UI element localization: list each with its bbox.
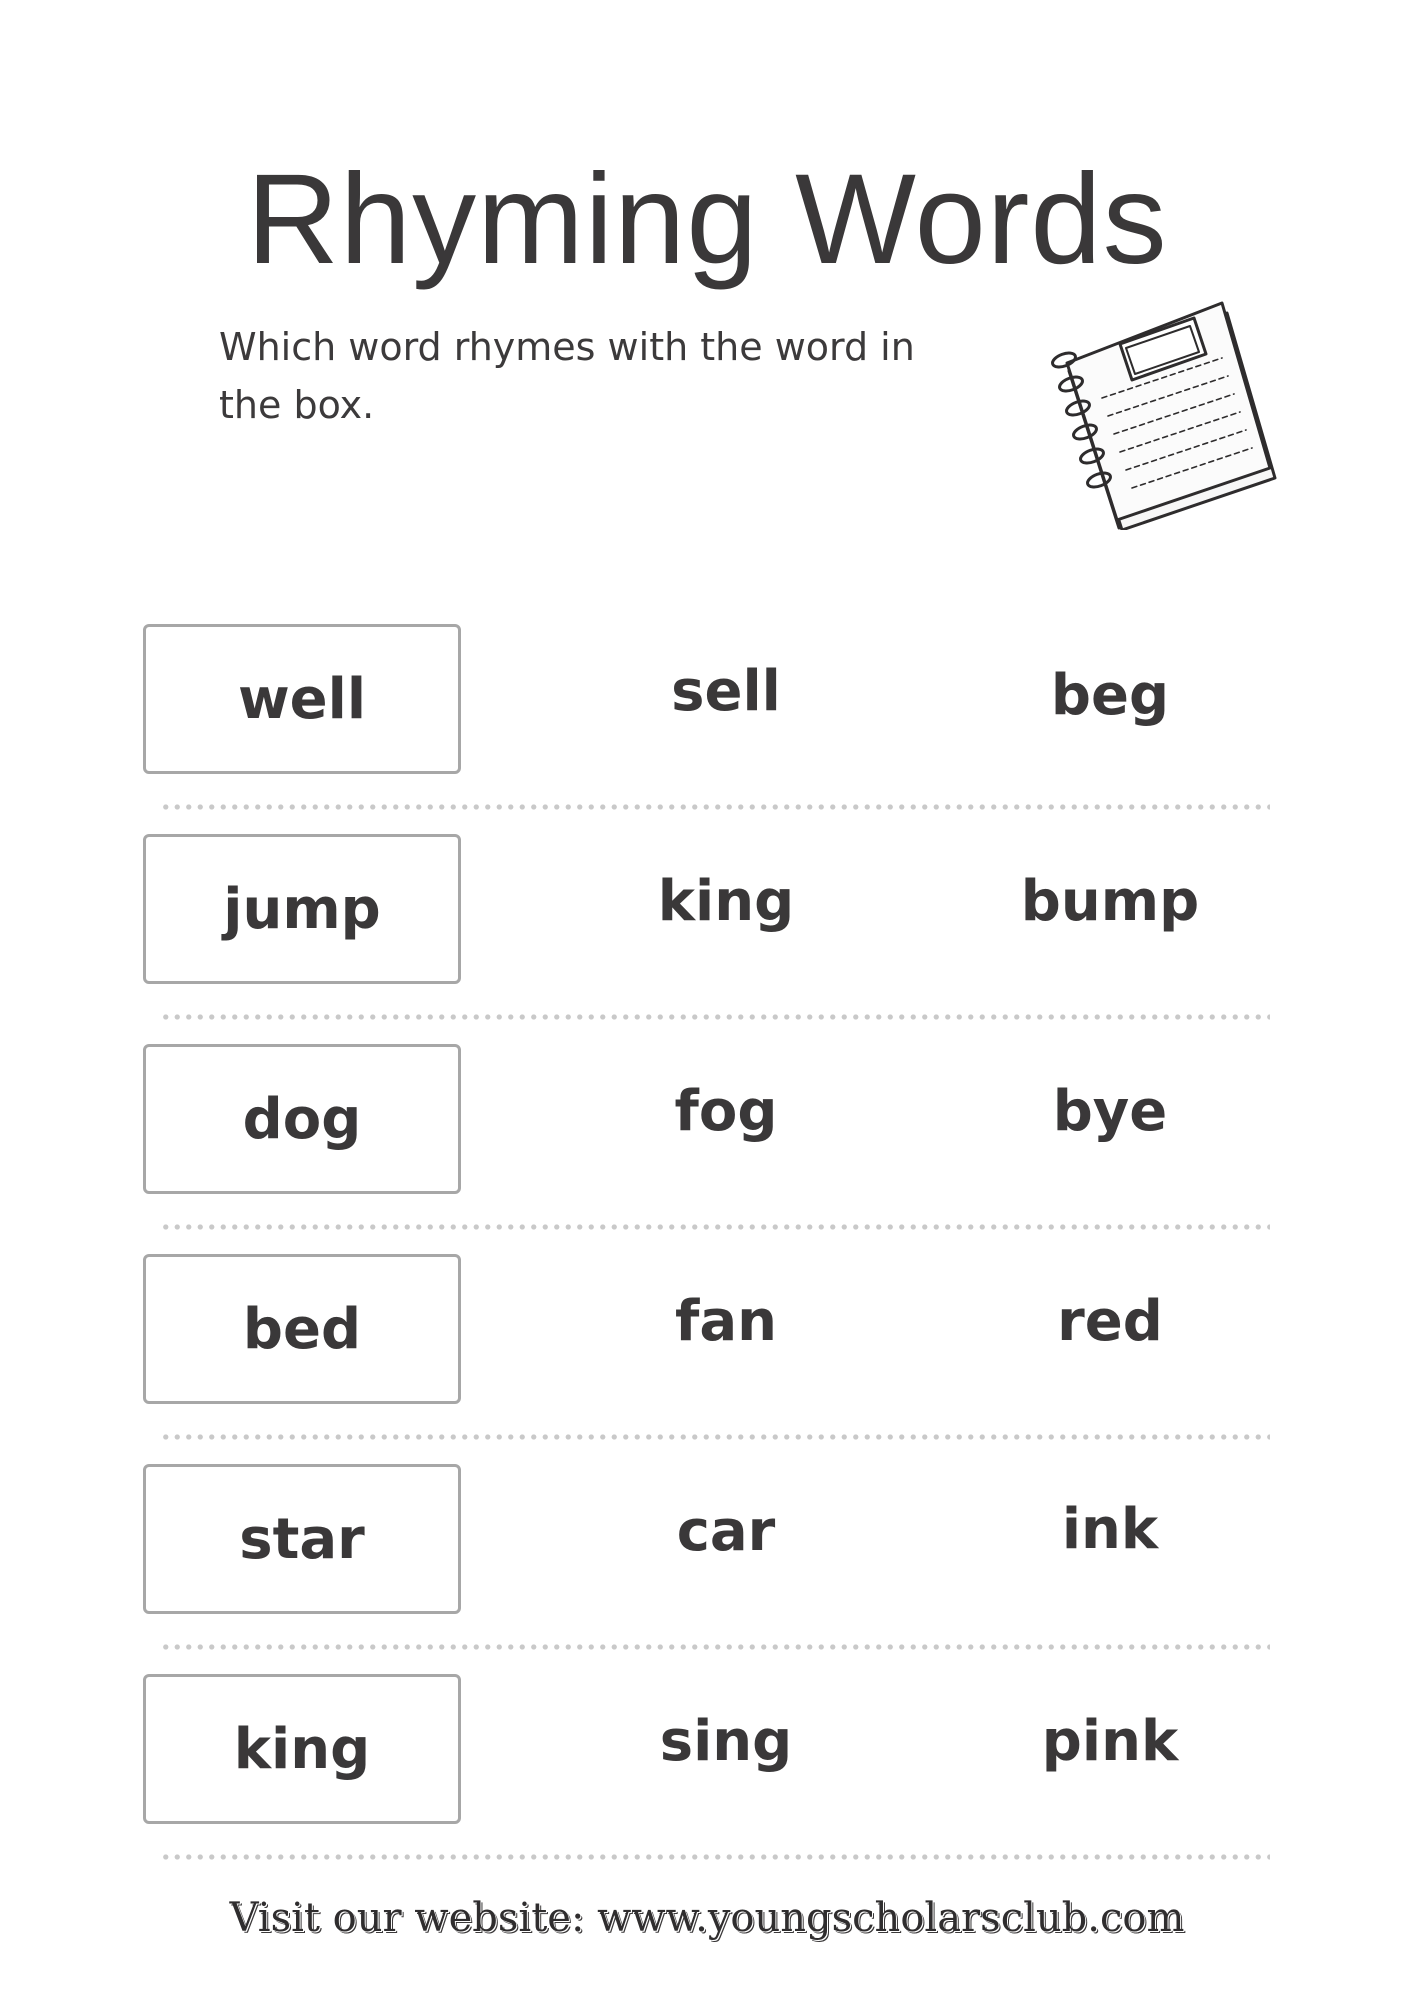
option-word: sell xyxy=(671,658,781,724)
answer-option[interactable] xyxy=(960,1246,1260,1396)
target-word-box xyxy=(143,624,461,774)
answer-option[interactable] xyxy=(960,1454,1260,1604)
option-word: red xyxy=(1057,1288,1163,1354)
target-word: bed xyxy=(242,1296,362,1362)
answer-option[interactable] xyxy=(960,1036,1260,1186)
spiral-notebook-icon xyxy=(1030,280,1280,530)
answer-option[interactable] xyxy=(960,620,1260,770)
target-word-box xyxy=(143,1254,461,1404)
dotted-divider xyxy=(160,804,1270,810)
option-word: car xyxy=(676,1498,776,1564)
dotted-divider xyxy=(160,1014,1270,1020)
rhyme-row xyxy=(0,1044,1414,1204)
target-word-box xyxy=(143,1044,461,1194)
target-word-box xyxy=(143,1464,461,1614)
answer-option[interactable] xyxy=(576,1456,876,1606)
instructions-text: Which word rhymes with the word in the box. xyxy=(219,325,915,427)
answer-option[interactable] xyxy=(960,826,1260,976)
option-word: fan xyxy=(674,1288,778,1354)
target-word: dog xyxy=(242,1086,362,1152)
rhyme-row xyxy=(0,1674,1414,1834)
answer-option[interactable] xyxy=(576,1036,876,1186)
option-word: sing xyxy=(659,1708,793,1774)
dotted-divider xyxy=(160,1224,1270,1230)
target-word: king xyxy=(233,1716,371,1782)
rhyme-row xyxy=(0,1254,1414,1414)
dotted-divider xyxy=(160,1434,1270,1440)
target-word: jump xyxy=(223,876,381,942)
option-word: bump xyxy=(1020,868,1200,934)
target-word: well xyxy=(237,666,367,732)
option-word: fog xyxy=(674,1078,778,1144)
answer-option[interactable] xyxy=(960,1666,1260,1816)
dotted-divider xyxy=(160,1854,1270,1860)
rhyme-row xyxy=(0,1464,1414,1624)
option-word: king xyxy=(657,868,795,934)
option-word: pink xyxy=(1041,1708,1179,1774)
option-word: bye xyxy=(1052,1078,1168,1144)
answer-option[interactable] xyxy=(576,826,876,976)
target-word-box xyxy=(143,1674,461,1824)
website-footer: Visit our website: www.youngscholarsclub.com xyxy=(229,1895,1185,1941)
rhyme-row xyxy=(0,834,1414,994)
answer-option[interactable] xyxy=(576,1246,876,1396)
answer-option[interactable] xyxy=(576,616,876,766)
answer-option[interactable] xyxy=(576,1666,876,1816)
option-word: ink xyxy=(1061,1496,1159,1562)
dotted-divider xyxy=(160,1644,1270,1650)
option-word: beg xyxy=(1050,662,1170,728)
page-title: Rhyming Words xyxy=(246,148,1168,291)
rhyme-row xyxy=(0,624,1414,784)
target-word: star xyxy=(239,1506,365,1572)
target-word-box xyxy=(143,834,461,984)
